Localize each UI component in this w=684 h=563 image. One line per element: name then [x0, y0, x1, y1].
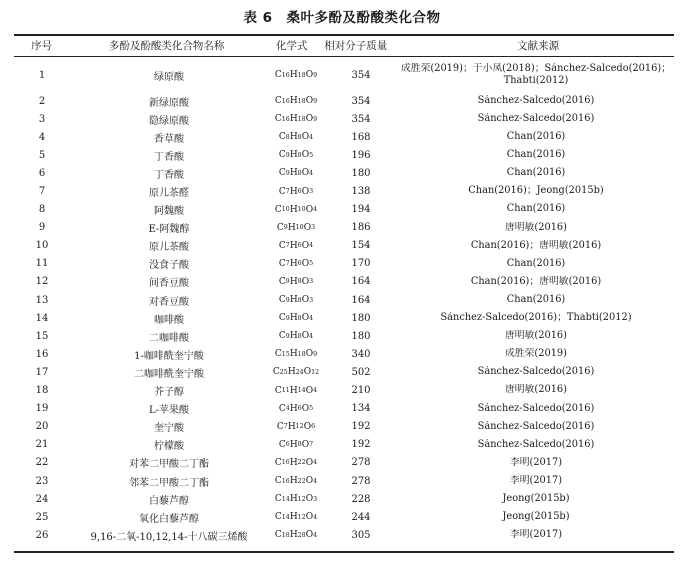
compound-name: 氧化白藜芦醇 [139, 513, 199, 525]
table-row [14, 526, 674, 544]
chemical-formula: C 14 H 12 O 4 [274, 512, 318, 523]
compound-name: 二咖啡酸 [149, 332, 189, 344]
table-row [14, 110, 674, 128]
table-row [14, 508, 674, 526]
row-index: 4 [38, 131, 46, 143]
chemical-formula: C 14 H 12 O 3 [274, 494, 318, 505]
reference-source: 唐明敏(2016) [505, 330, 567, 342]
chemical-formula: C 15 H 18 O 9 [274, 349, 318, 360]
compound-name: 芥子醇 [154, 387, 184, 399]
chemical-formula: C 16 H 18 O 9 [274, 96, 318, 107]
table-title: 表 6 桑叶多酚及酚酸类化合物 [243, 10, 441, 26]
table-row [14, 164, 674, 182]
reference-source: Sánchez-Salcedo(2016) [477, 402, 595, 414]
molecular-mass: 154 [351, 240, 371, 252]
reference-source: Chan(2016) [506, 149, 566, 161]
compound-name: 二咖啡酰奎宁酸 [134, 368, 204, 380]
row-index: 19 [35, 403, 49, 415]
molecular-mass: 192 [351, 421, 371, 433]
row-index: 7 [38, 186, 46, 198]
table-row [14, 219, 674, 237]
molecular-mass: 170 [351, 258, 371, 270]
table-row [14, 92, 674, 110]
compound-name: 绿原酸 [154, 71, 184, 83]
row-index: 8 [38, 204, 46, 216]
chemical-formula: C 9 H 10 O 3 [276, 222, 316, 233]
header-reference: 文献来源 [517, 39, 560, 52]
molecular-mass: 210 [351, 385, 371, 397]
reference-source: 成胜荣(2019)；于小凤(2018)；Sánchez-Salcedo(2016)；Thabti(2012) [401, 62, 671, 86]
chemical-formula: C 16 H 18 O 9 [274, 114, 318, 125]
molecular-mass: 192 [351, 439, 371, 451]
molecular-mass: 228 [351, 493, 371, 505]
reference-source: Chan(2016) [506, 257, 566, 269]
table-row [14, 472, 674, 490]
chemical-formula: C 7 H 6 O 4 [278, 240, 314, 251]
compound-name: 新绿原酸 [149, 97, 189, 109]
reference-source: Sánchez-Salcedo(2016) [477, 438, 595, 450]
table-row [14, 327, 674, 345]
row-index: 21 [35, 439, 49, 451]
compound-name: 邻苯二甲酸二丁酯 [129, 477, 209, 489]
compound-name: 隐绿原酸 [149, 115, 189, 127]
reference-source: Chan(2016)；Jeong(2015b) [468, 185, 604, 197]
chemical-formula: C 16 H 22 O 4 [274, 476, 318, 487]
table-row [14, 128, 674, 146]
molecular-mass: 194 [351, 204, 371, 216]
header-formula: 化学式 [275, 39, 308, 52]
chemical-formula: C 18 H 28 O 4 [274, 530, 318, 541]
reference-source: Chan(2016)；唐明敏(2016) [470, 239, 602, 251]
header-molecular-mass: 相对分子质量 [324, 39, 388, 52]
table-row [14, 436, 674, 454]
compound-name: 丁香酸 [154, 169, 184, 181]
row-index: 18 [35, 385, 49, 397]
table-row [14, 382, 674, 400]
chemical-formula: C 9 H 8 O 3 [278, 276, 314, 287]
molecular-mass: 164 [351, 294, 371, 306]
molecular-mass: 186 [351, 222, 371, 234]
compound-name: 奎宁酸 [154, 423, 184, 435]
molecular-mass: 164 [351, 276, 371, 288]
molecular-mass: 180 [351, 330, 371, 342]
table-row [14, 400, 674, 418]
chemical-formula: C 16 H 22 O 4 [274, 457, 318, 468]
table-row [14, 58, 674, 92]
chemical-formula: C 4 H 6 O 5 [278, 403, 314, 414]
table-row [14, 490, 674, 508]
row-index: 15 [35, 330, 49, 342]
row-index: 17 [35, 366, 49, 378]
molecular-mass: 340 [351, 348, 371, 360]
table-header-row [14, 34, 674, 56]
row-index: 9 [38, 222, 46, 234]
row-index: 1 [38, 69, 46, 81]
row-index: 26 [35, 529, 49, 541]
chemical-formula: C 9 H 8 O 3 [278, 295, 314, 306]
chemical-formula: C 9 H 8 O 5 [278, 150, 314, 161]
compound-name: 1-咖啡酰奎宁酸 [134, 350, 204, 362]
molecular-mass: 180 [351, 312, 371, 324]
molecular-mass: 354 [351, 113, 371, 125]
row-index: 16 [35, 348, 49, 360]
table-row [14, 182, 674, 200]
chemical-formula: C 11 H 14 O 4 [274, 385, 318, 396]
chemical-formula: C 9 H 8 O 4 [278, 331, 314, 342]
row-index: 6 [38, 167, 46, 179]
compound-name: 丁香酸 [154, 151, 184, 163]
compound-name: 没食子酸 [149, 260, 189, 272]
compound-name: 白藜芦醇 [149, 495, 189, 507]
compound-name: 原儿茶酸 [149, 242, 189, 254]
table-row [14, 201, 674, 219]
row-index: 22 [35, 457, 49, 469]
reference-source: Sánchez-Salcedo(2016) [477, 113, 595, 125]
compound-name: 间香豆酸 [149, 278, 189, 290]
chemical-formula: C 25 H 24 O 12 [272, 367, 320, 378]
table-body [14, 58, 674, 544]
chemical-formula: C 7 H 6 O 5 [278, 258, 314, 269]
compound-name: L-苹果酸 [148, 405, 190, 417]
table-row [14, 345, 674, 363]
table-row [14, 273, 674, 291]
reference-source: Chan(2016) [506, 203, 566, 215]
row-index: 12 [35, 276, 49, 288]
compound-name: 咖啡酸 [154, 314, 184, 326]
table-row [14, 418, 674, 436]
table-bottom-rule [14, 551, 674, 553]
chemical-formula: C 9 H 8 O 4 [278, 168, 314, 179]
reference-source: Sánchez-Salcedo(2016)；Thabti(2012) [440, 312, 632, 324]
reference-source: Chan(2016) [506, 293, 566, 305]
row-index: 13 [35, 294, 49, 306]
reference-source: Jeong(2015b) [502, 492, 570, 504]
reference-source: Sánchez-Salcedo(2016) [477, 420, 595, 432]
table-row [14, 146, 674, 164]
table-header-rule [14, 56, 674, 57]
reference-source: Chan(2016)；唐明敏(2016) [470, 275, 602, 287]
compound-name: 原儿茶醛 [149, 188, 189, 200]
reference-source: 李明(2017) [509, 529, 563, 541]
compound-name: 9,16-二氧-10,12,14-十八碳三烯酸 [90, 531, 248, 543]
molecular-mass: 354 [351, 95, 371, 107]
chemical-formula: C 10 H 10 O 4 [274, 204, 318, 215]
header-index: 序号 [31, 39, 53, 52]
reference-source: 李明(2017) [509, 474, 563, 486]
molecular-mass: 305 [351, 529, 371, 541]
molecular-mass: 244 [351, 511, 371, 523]
compound-name: 香草酸 [154, 133, 184, 145]
molecular-mass: 138 [351, 186, 371, 198]
molecular-mass: 180 [351, 167, 371, 179]
chemical-formula: C 8 H 8 O 4 [278, 132, 314, 143]
table-row [14, 237, 674, 255]
chemical-formula: C 9 H 8 O 4 [278, 313, 314, 324]
molecular-mass: 168 [351, 131, 371, 143]
molecular-mass: 196 [351, 149, 371, 161]
reference-source: 唐明敏(2016) [505, 221, 567, 233]
compound-name: 柠檬酸 [154, 441, 184, 453]
reference-source: 成胜荣(2019) [505, 348, 567, 360]
chemical-formula: C 7 H 12 O 6 [276, 421, 316, 432]
row-index: 5 [38, 149, 46, 161]
row-index: 3 [38, 113, 46, 125]
table-row [14, 454, 674, 472]
row-index: 14 [35, 312, 49, 324]
reference-source: Sánchez-Salcedo(2016) [477, 366, 595, 378]
chemical-formula: C 16 H 18 O 9 [274, 70, 318, 80]
row-index: 20 [35, 421, 49, 433]
row-index: 10 [35, 240, 49, 252]
table-row [14, 363, 674, 381]
table-row [14, 309, 674, 327]
chemical-formula: C 6 H 8 O 7 [278, 439, 314, 450]
reference-source: Sánchez-Salcedo(2016) [477, 94, 595, 106]
molecular-mass: 278 [351, 457, 371, 469]
compound-name: 对苯二甲酸二丁酯 [129, 459, 209, 471]
header-compound-name: 多酚及酚酸类化合物名称 [108, 39, 225, 52]
compound-name: E-阿魏醇 [148, 224, 190, 236]
reference-source: Chan(2016) [506, 131, 566, 143]
table-row [14, 291, 674, 309]
row-index: 11 [35, 258, 49, 270]
molecular-mass: 278 [351, 475, 371, 487]
compound-name: 对香豆酸 [149, 296, 189, 308]
reference-source: 唐明敏(2016) [505, 384, 567, 396]
row-index: 23 [35, 475, 49, 487]
table-row [14, 255, 674, 273]
reference-source: Jeong(2015b) [502, 511, 570, 523]
compound-name: 阿魏酸 [154, 206, 184, 218]
reference-source: 李明(2017) [509, 456, 563, 468]
row-index: 2 [38, 95, 46, 107]
row-index: 24 [35, 493, 49, 505]
row-index: 25 [35, 511, 49, 523]
reference-source: Chan(2016) [506, 167, 566, 179]
molecular-mass: 354 [351, 69, 371, 81]
chemical-formula: C 7 H 6 O 3 [278, 186, 314, 197]
molecular-mass: 134 [351, 403, 371, 415]
molecular-mass: 502 [351, 366, 371, 378]
